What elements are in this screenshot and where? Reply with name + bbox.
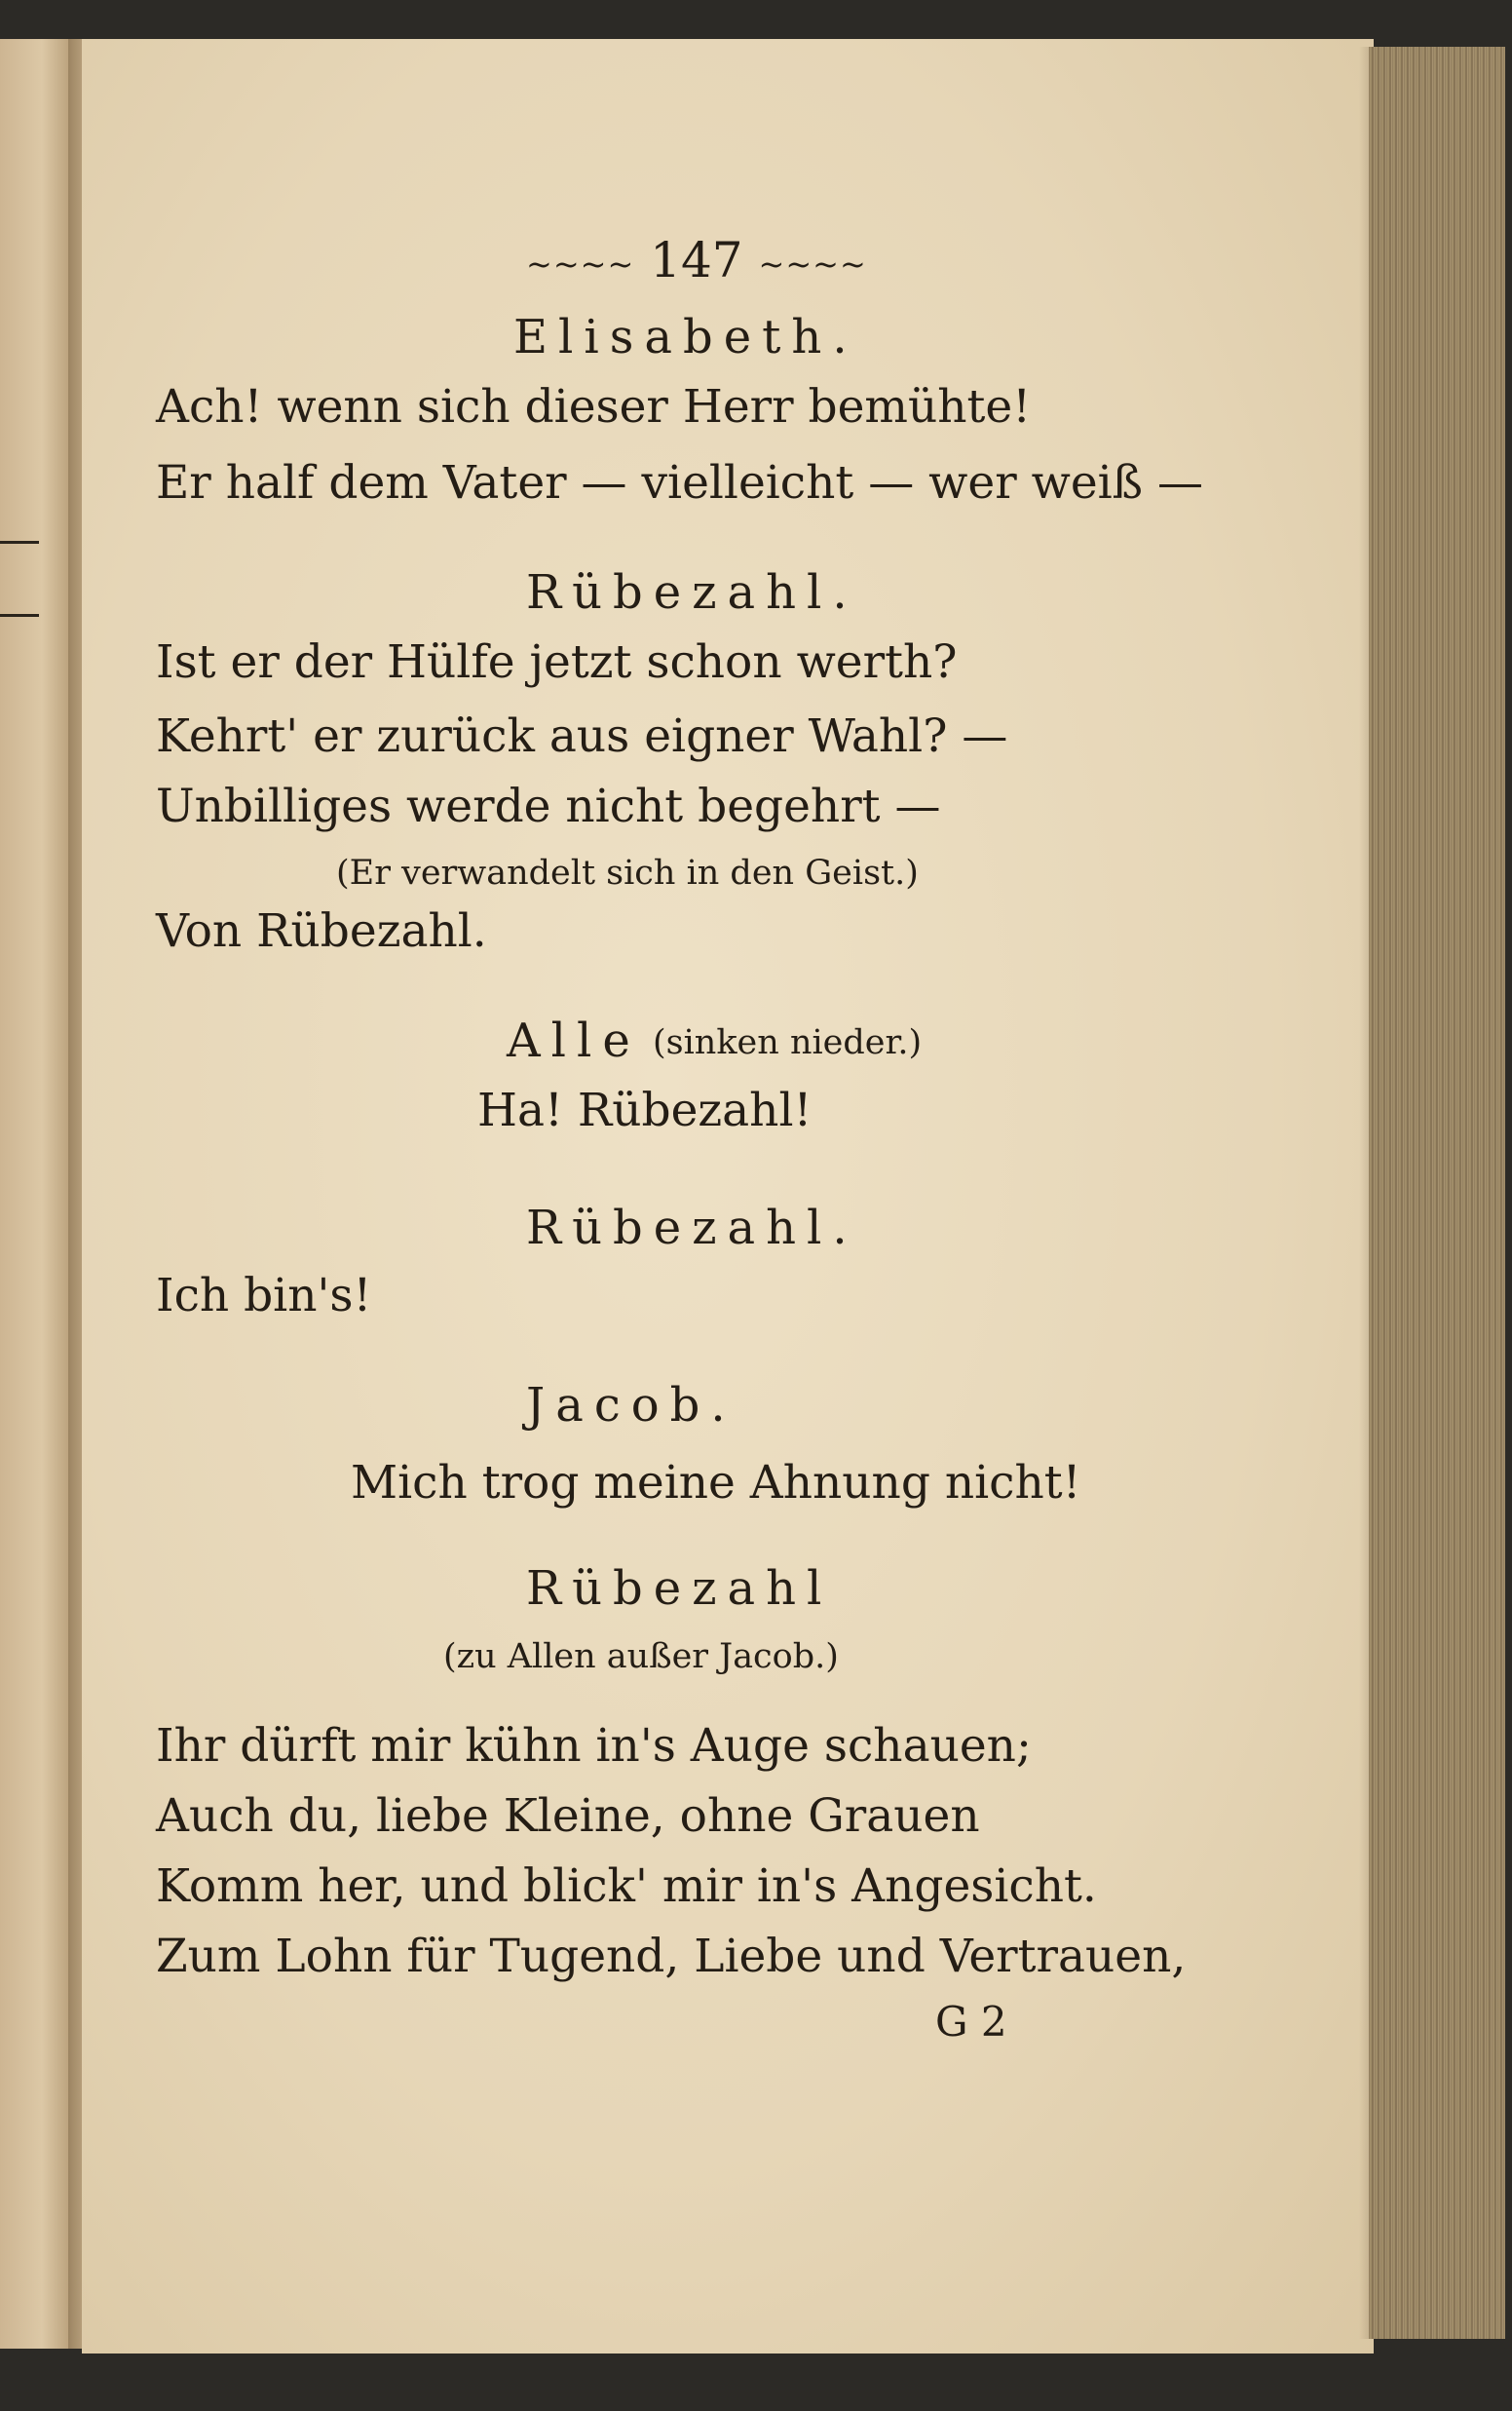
speaker-name: Jacob. [526, 1378, 737, 1433]
speaker-name: Rübezahl. [526, 565, 858, 620]
verse-line: Auch du, liebe Kleine, ohne Grauen [156, 1789, 980, 1843]
verse-line: Ist er der Hülfe jetzt schon werth? [156, 635, 958, 689]
verse-line: Komm her, und blick' mir in's Angesicht. [156, 1859, 1097, 1913]
speaker-name: Elisabeth. [513, 310, 858, 364]
verse-line: Unbilliges werde nicht begehrt — [156, 780, 941, 833]
page-stack-edges [1369, 47, 1505, 2339]
ornament-left: ~~~~ [526, 246, 635, 283]
verse-line: Ach! wenn sich dieser Herr bemühte! [156, 380, 1032, 434]
signature-mark: G 2 [935, 1998, 1007, 2046]
stage-direction: (sinken nieder.) [653, 1023, 923, 1062]
verse-line: Ha! Rübezahl! [477, 1084, 813, 1137]
verse-line: Von Rübezahl. [156, 904, 487, 958]
speaker-name: Rübezahl. [526, 1201, 858, 1255]
left-page-rule [0, 541, 39, 544]
verse-line: Mich trog meine Ahnung nicht! [351, 1456, 1081, 1510]
page-number: 147 [650, 232, 743, 288]
speaker-name: Rübezahl [526, 1561, 833, 1616]
stage-direction: (zu Allen außer Jacob.) [443, 1637, 839, 1676]
left-page-edge [0, 39, 76, 2349]
verse-line: Er half dem Vater — vielleicht — wer weiß — [156, 456, 1204, 510]
page-header [526, 232, 867, 288]
left-page-rule [0, 614, 39, 617]
verse-line: Ich bin's! [156, 1269, 372, 1322]
ornament-right: ~~~~ [758, 246, 867, 283]
verse-line: Kehrt' er zurück aus eigner Wahl? — [156, 709, 1008, 763]
speaker-name: Alle [507, 1014, 641, 1068]
verse-line: Ihr dürft mir kühn in's Auge schauen; [156, 1719, 1032, 1773]
verse-line: Zum Lohn für Tugend, Liebe und Vertrauen, [156, 1930, 1187, 1983]
stage-direction: (Er verwandelt sich in den Geist.) [336, 854, 919, 893]
